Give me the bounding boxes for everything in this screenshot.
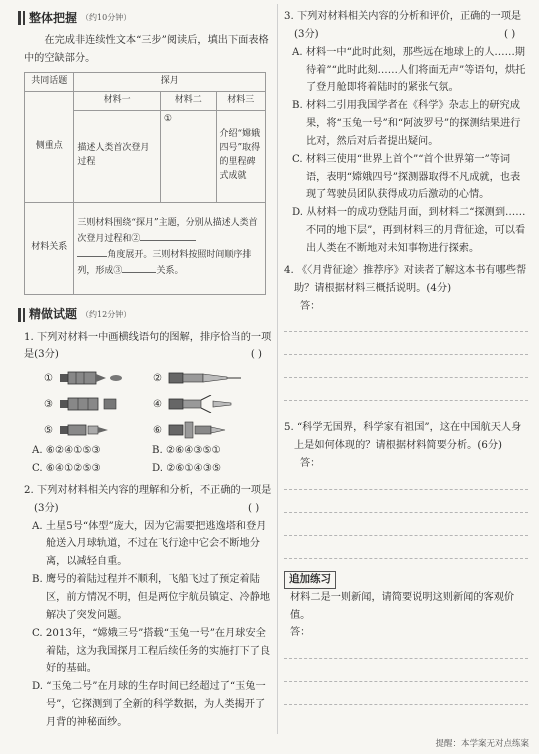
table-row-label-relation: 材料关系	[25, 202, 74, 294]
answer-area-4[interactable]	[284, 309, 528, 401]
table-row-label-focus: 侧重点	[25, 91, 74, 202]
question-4-stem: 4. 《〈月背征途〉推荐序》对读者了解这本书有哪些帮助？请根据材料三概括说明。(4分)	[284, 264, 527, 294]
question-1-stem	[24, 329, 272, 365]
section-time: （约10分钟）	[81, 13, 132, 22]
q3-option-a[interactable]: A. 材料一中“此时此刻，那些远在地球上的人……期待着”“此时此刻……人们将面无声”等语句，烘托了登月舱即将着陆时的紧张气氛。	[292, 46, 526, 94]
q2-option-c[interactable]: C. 2013年，“嫦娥三号”搭载“玉兔一号”在月球安全着陆，这为我国探月工程后续任务的实施打下了良好的基础。	[32, 627, 271, 675]
table-cell-m2-blank[interactable]: ①	[160, 110, 216, 202]
q2-stem-text: 2. 下列对材料相关内容的理解和分析，不正确的一项是(3分)	[24, 484, 272, 514]
diagram-label: ⑤	[44, 424, 53, 436]
extra-practice-stem: 材料二是一则新闻，请简要说明这则新闻的客观价值。	[290, 591, 515, 621]
answer-area-5[interactable]	[284, 467, 528, 559]
table-header-m2: 材料二	[160, 91, 216, 110]
table-cell-m3: 介绍“嫦娥四号”取得的里程碑式成就	[216, 110, 265, 202]
rocket-diagram-6	[153, 420, 256, 440]
answer-label: 答：	[290, 627, 311, 639]
answer-paren[interactable]: ( )	[250, 349, 262, 361]
question-4	[284, 262, 528, 402]
extra-practice	[284, 569, 528, 705]
right-column	[284, 8, 528, 705]
answer-label: 答：	[300, 300, 321, 312]
q3-stem-text: 3. 下列对材料相关内容的分析和评价，正确的一项是(3分)	[284, 11, 522, 40]
question-2	[24, 482, 272, 732]
relation-blank-2b[interactable]	[77, 247, 107, 257]
q1-stem-text: 1. 下列对材料一中画横线语句的图解，排序恰当的一项是(3分)	[24, 331, 272, 361]
question-1	[24, 329, 272, 478]
rocket-diagram-1	[44, 368, 147, 388]
column-divider	[277, 4, 278, 734]
q3-option-b[interactable]: B. 材料二引用我国学者在《科学》杂志上的研究成果，将“玉兔一号”和“阿波罗号”的探测结果进行比对，然后对后者提出疑问。	[292, 100, 521, 147]
q2-option-a[interactable]: A. 土星5号“体型”庞大，因为它需要把逃逸塔和登月舱送入月球轨道，不过在飞行途中它会不断地分离，以减轻自重。	[32, 520, 267, 568]
relation-text-c: 关系。	[156, 266, 184, 276]
practice-section-header	[18, 305, 272, 325]
answer-paren[interactable]: ( )	[504, 28, 516, 40]
diagram-label: ⑥	[153, 424, 162, 436]
relation-text-b: 角度展开。三则材料按照时间顺序排列，形成③	[77, 250, 252, 276]
q1-option-b[interactable]: B. ②⑥④③⑤①	[152, 445, 221, 457]
section-title: 精做试题	[29, 307, 78, 322]
answer-label: 答：	[300, 458, 321, 470]
diagram-label: ③	[44, 398, 53, 410]
q2-option-b[interactable]: B. 鹰号的着陆过程并不顺利，飞船飞过了预定着陆区，前方情况不明，但是两位宇航员镇定、冷静地解决了突发问题。	[32, 574, 271, 621]
table-header-m3: 材料三	[216, 91, 265, 110]
rocket-stage-icon	[58, 369, 128, 387]
rocket-diagrams	[24, 364, 272, 442]
relation-blank-3[interactable]	[122, 263, 156, 273]
answer-paren[interactable]: ( )	[248, 502, 260, 514]
relation-text-a: 三则材料围绕“探月”主题，分别从描述人类首次登月过程和②	[77, 218, 258, 245]
footer-note: 提醒：本学案无对点练案	[435, 739, 529, 750]
table-header-topic: 共同话题	[25, 72, 74, 91]
diagram-label: ②	[153, 372, 162, 384]
q1-options-row1	[24, 442, 272, 460]
q1-option-a[interactable]: A. ⑥②④①⑤③	[32, 445, 101, 457]
extra-practice-title: 追加练习	[284, 571, 336, 589]
rocket-diagram-5	[44, 420, 147, 440]
diagram-label: ④	[153, 398, 162, 410]
question-3	[284, 8, 528, 258]
q1-options-row2	[24, 460, 272, 478]
section-time: （约12分钟）	[81, 309, 132, 319]
question-2-stem	[24, 482, 272, 518]
q2-option-d[interactable]: D. “玉兔二号”在月球的生存时间已经超过了“玉兔一号”，它探测到了全新的科学数据，为人类揭开了月背的神秘面纱。	[32, 681, 266, 728]
table-header-m1: 材料一	[74, 91, 161, 110]
rocket-diagram-4	[153, 394, 256, 414]
section-marker	[18, 308, 21, 322]
rocket-diagram-3	[44, 394, 147, 414]
section-marker	[23, 11, 25, 25]
rocket-diagram-2	[153, 368, 256, 388]
rocket-stage-icon	[167, 395, 245, 413]
table-header-topic-value: 探月	[74, 72, 266, 91]
table-cell-relation	[74, 202, 266, 294]
overall-section-header	[18, 8, 272, 28]
answer-area-extra[interactable]	[284, 636, 528, 705]
rocket-stage-icon	[167, 369, 245, 387]
q1-option-c[interactable]: C. ⑥④①②⑤③	[32, 463, 101, 475]
section-marker	[23, 308, 25, 322]
section-marker	[18, 11, 21, 25]
q3-option-d[interactable]: D. 从材料一的成功登陆月面，到材料二“探测到……不同的地下层”，再到材料三的月背征途，可以看出人类在不断地对未知事物进行探索。	[292, 207, 526, 254]
rocket-stage-icon	[58, 395, 128, 413]
rocket-stage-icon	[167, 421, 245, 439]
diagram-label: ①	[44, 372, 53, 384]
question-5	[284, 419, 528, 559]
rocket-stage-icon	[58, 421, 128, 439]
question-5-stem: 5. “科学无国界，科学家有祖国”，这在中国航天人身上是如何体现的？请根据材料简要分析。(6分)	[284, 422, 522, 452]
section-title: 整体把握	[29, 10, 78, 25]
question-3-stem	[284, 8, 528, 44]
q3-option-c[interactable]: C. 材料三使用“世界上首个”“首个世界第一”等词语，表明“嫦娥四号”探测器取得不凡成就，也表现了驾驶员团队获得成功后激动的心情。	[292, 153, 521, 201]
summary-table	[24, 72, 266, 295]
left-column	[24, 8, 272, 732]
q1-option-d[interactable]: D. ②⑥①④③⑤	[152, 463, 222, 475]
table-cell-m1: 描述人类首次登月过程	[74, 110, 161, 202]
overall-intro: 在完成非连续性文本“三步”阅读后，填出下面表格中的空缺部分。	[24, 35, 269, 64]
relation-blank-2[interactable]	[140, 231, 196, 241]
